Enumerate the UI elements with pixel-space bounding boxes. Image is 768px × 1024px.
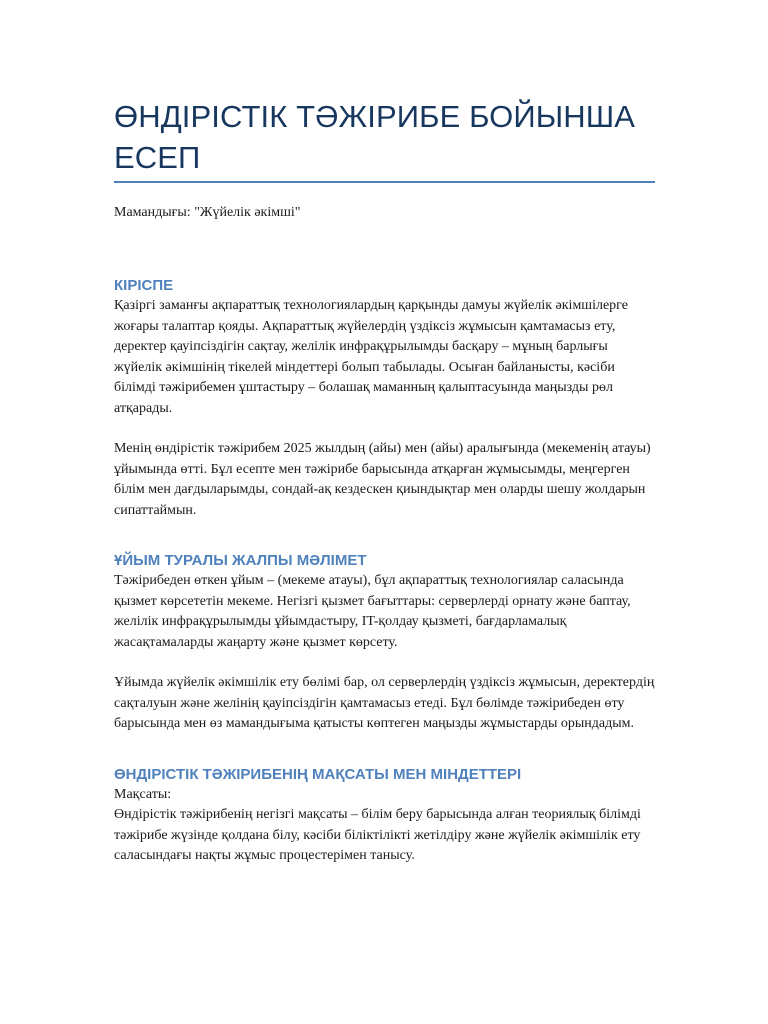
section-goals bbox=[114, 765, 655, 867]
intro-paragraph-2: Менің өндірістік тәжірибем 2025 жылдың (айы) мен (айы) аралығында (мекеменің атауы) ұйымында өтті. Бұл есепте мен тәжірибе барысында атқарған жұмысымды, меңгерген білім мен дағдыларымды, сондай-ақ кездескен қиындықтар мен оларды шешу жолдарын сипаттаймын. bbox=[114, 441, 651, 518]
section-heading-org: ҰЙЫМ ТУРАЛЫ ЖАЛПЫ МӘЛІМЕТ bbox=[114, 552, 367, 569]
section-org bbox=[114, 551, 655, 735]
document-title: ӨНДІРІСТІК ТӘЖІРИБЕ БОЙЫНША ЕСЕП bbox=[114, 99, 636, 175]
org-paragraph-2: Ұйымда жүйелік әкімшілік ету бөлімі бар, ол серверлердің үздіксіз жұмысын, деректердің сақталуын және желінің қауіпсіздігін қамтамасыз етеді. Бұл бөлімде тәжірибеден өту барысында мен өз мамандығыма қатысты көптеген маңызды жұмыстарды орындадым. bbox=[114, 675, 655, 731]
goals-label: Мақсаты: bbox=[114, 786, 172, 802]
goals-paragraph-1: Өндірістік тәжірибенің негізгі мақсаты – білім беру барысында алған теориялық білімді тәжірибе жүзінде қолдана білу, кәсіби біліктілікті жетілдіру және жүйелік әкімшілік ету саласындағы нақты жұмыс процестерімен танысу. bbox=[114, 807, 641, 863]
org-paragraph-1: Тәжірибеден өткен ұйым – (мекеме атауы), бұл ақпараттық технологиялар саласында қызмет көрсететін мекеме. Негізгі қызмет бағыттары: серверлерді орнату және баптау, желілік инфрақұрылымды ұйымдастыру, IT-қолдау қызметі, бағдарламалық жасақтамаларды жаңарту және қызмет көрсету. bbox=[114, 573, 631, 650]
section-heading-intro: КІРІСПЕ bbox=[114, 277, 174, 294]
specialty-line: Мамандығы: "Жүйелік әкімші" bbox=[114, 205, 301, 220]
section-heading-goals: ӨНДІРІСТІК ТӘЖІРИБЕНІҢ МАҚСАТЫ МЕН МІНДЕТТЕРІ bbox=[114, 765, 522, 783]
intro-paragraph-1: Қазіргі заманғы ақпараттық технологиялардың қарқынды дамуы жүйелік әкімшілерге жоғары талаптар қояды. Ақпараттық жүйелердің үздіксіз жұмысын қамтамасыз ету, деректер қауіпсіздігін сақтау, желілік инфрақұрылымды басқару – мұның барлығы жүйелік әкімшінің тікелей міндеттері болып табылады. Осыған байланысты, кәсіби білімді тәжірибемен ұштастыру – болашақ маманның қалыптасуында маңызды рөл атқарады. bbox=[114, 298, 628, 416]
document-page bbox=[114, 96, 655, 867]
section-intro bbox=[114, 276, 655, 521]
title-underline bbox=[114, 181, 655, 183]
